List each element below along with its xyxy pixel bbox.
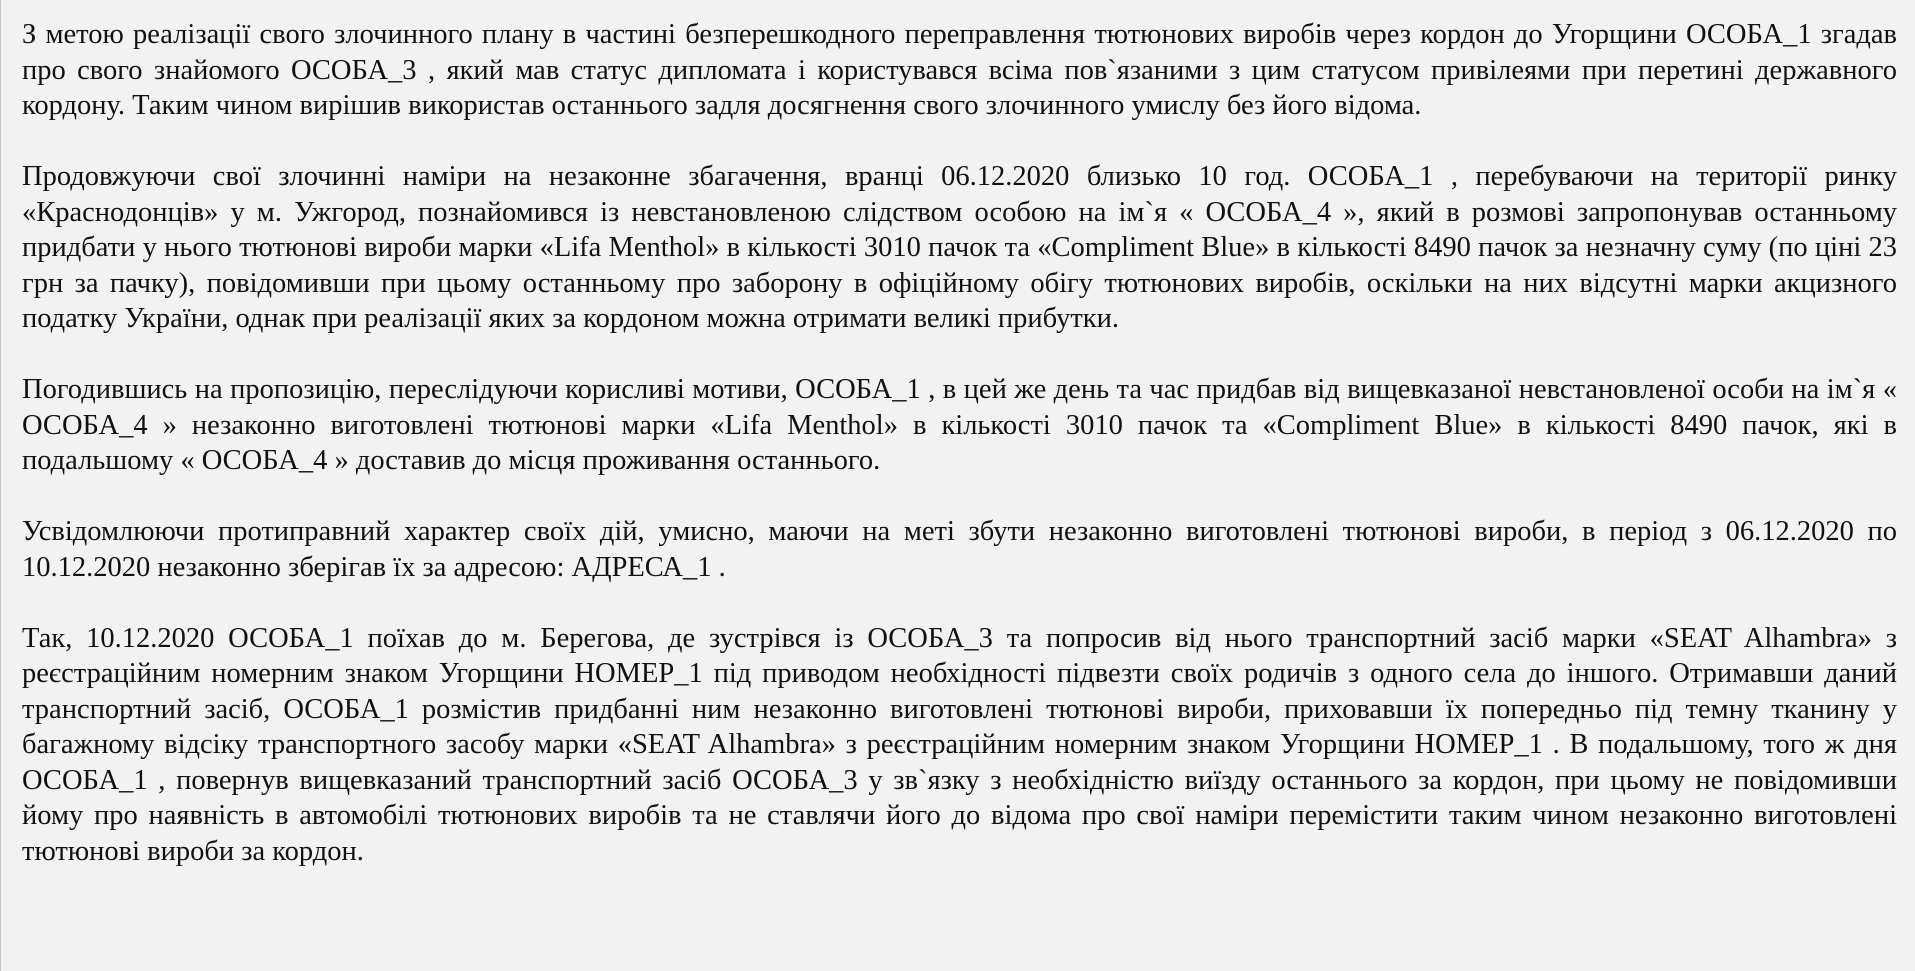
document-body — [22, 17, 1897, 905]
paragraph-4: Усвідомлюючи протиправний характер своїх дій, умисно, маючи на меті збути незаконно виготовлені тютюнові вироби, в період з 06.12.2020 по 10.12.2020 незаконно зберігав їх за адресою: АДРЕСА_1 . — [22, 516, 1897, 583]
paragraph-3: Погодившись на пропозицію, переслідуючи корисливі мотиви, ОСОБА_1 , в цей же день та час придбав від вищевказаної невстановленої особи на ім`я « ОСОБА_4 » незаконно виготовлені тютюнові марки «Lifa Menthol» в кількості 3010 пачок та «Compliment Blue» в кількості 8490 пачок, які в подальшому « ОСОБА_4 » доставив до місця проживання останнього. — [22, 374, 1897, 476]
paragraph-5: Так, 10.12.2020 ОСОБА_1 поїхав до м. Берегова, де зустрівся із ОСОБА_3 та попросив від нього транспортний засіб марки «SEAT Alhambra» з реєстраційним номерним знаком Угорщини НОМЕР_1 під приводом необхідності підвезти своїх родичів з одного села до іншого. Отримавши даний транспортний засіб, ОСОБА_1 розмістив придбанні ним незаконно виготовлені тютюнові вироби, приховавши їх попередньо під темну тканину у багажному відсіку транспортного засобу марки «SEAT Alhambra» з реєстраційним номерним знаком Угорщини НОМЕР_1 . В подальшому, того ж дня ОСОБА_1 , повернув вищевказаний транспортний засіб ОСОБА_3 у зв`язку з необхідністю виїзду останнього за кордон, при цьому не повідомивши йому про наявність в автомобілі тютюнових виробів та не ставлячи його до відома про свої наміри перемістити таким чином незаконно виготовлені тютюнові вироби за кордон. — [22, 622, 1897, 867]
paragraph-2: Продовжуючи свої злочинні наміри на незаконне збагачення, вранці 06.12.2020 близько 10 год. ОСОБА_1 , перебуваючи на території ринку «Краснодонців» у м. Ужгород, познайомився із невстановленою слідством особою на ім`я « ОСОБА_4 », який в розмові запропонував останньому придбати у нього тютюнові вироби марки «Lifa Menthol» в кількості 3010 пачок та «Compliment Blue» в кількості 8490 пачок за незначну суму (по ціні 23 грн за пачку), повідомивши при цьому останньому про заборону в офіційному обігу тютюнових виробів, оскільки на них відсутні марки акцизного податку України, однак при реалізації яких за кордоном можна отримати великі прибутки. — [22, 161, 1897, 334]
paragraph-1: З метою реалізації свого злочинного плану в частині безперешкодного переправлення тютюнових виробів через кордон до Угорщини ОСОБА_1 згадав про свого знайомого ОСОБА_3 , який мав статус дипломата і користувався всіма пов`язаними з цим статусом привілеями при перетині державного кордону. Таким чином вирішив використав останнього задля досягнення свого злочинного умислу без його відома. — [22, 19, 1897, 121]
